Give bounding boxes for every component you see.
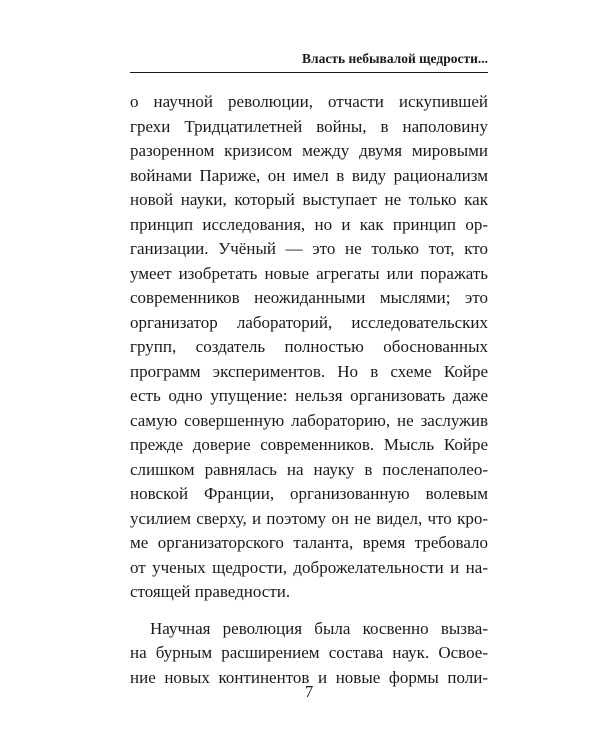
running-head: Власть небывалой щедрости... xyxy=(130,50,488,73)
text-line: групп, создатель полностью обоснованных xyxy=(130,337,488,356)
text-line: грехи Тридцатилетней войны, в наполовину xyxy=(130,116,488,136)
text-line: о научной революции, отчасти искупившей xyxy=(130,92,488,111)
text-line: программ экспериментов. Но в схеме Койре xyxy=(130,361,488,381)
text-line: принцип исследования, но и как принцип ор- xyxy=(130,214,488,234)
body-text xyxy=(130,90,488,690)
text-line: войнами Париже, он имел в виду рационализм xyxy=(130,165,488,185)
text-line: самую совершенную лабораторию, не заслужив xyxy=(130,410,488,430)
text-line: от ученых щедрости, доброжелательности и на- xyxy=(130,557,488,577)
paragraph-2 xyxy=(130,617,488,691)
text-line: ме организаторского таланта, время требовало xyxy=(130,533,488,552)
text-line: новской Франции, организованную волевым xyxy=(130,484,488,503)
text-line: слишком равнялась на науку в посленаполео- xyxy=(130,459,488,479)
text-line: организатор лабораторий, исследовательских xyxy=(130,312,488,332)
text-line: ние новых континентов и новые формы поли- xyxy=(130,667,488,687)
text-line: прежде доверие современников. Мысль Койре xyxy=(130,435,488,454)
text-line: стоящей праведности. xyxy=(130,582,291,601)
text-line: современников неожиданными мыслями; это xyxy=(130,288,488,307)
paragraph-1 xyxy=(130,90,488,605)
text-line: новой науки, который выступает не только как xyxy=(130,190,488,209)
text-line: умеет изобретать новые агрегаты или поражать xyxy=(130,263,488,283)
text-line: разоренном кризисом между двумя мировыми xyxy=(130,141,488,160)
page-number: 7 xyxy=(304,682,314,701)
text-line: ганизации. Учёный — это не только тот, кто xyxy=(130,239,488,258)
text-line: на бурным расширением состава наук. Освое- xyxy=(130,643,488,662)
text-line: Научная революция была косвенно вызва- xyxy=(150,618,488,638)
text-line: усилием сверху, и поэтому он не видел, что кро- xyxy=(130,508,488,528)
text-line: есть одно упущение: нельзя организовать даже xyxy=(130,386,488,405)
